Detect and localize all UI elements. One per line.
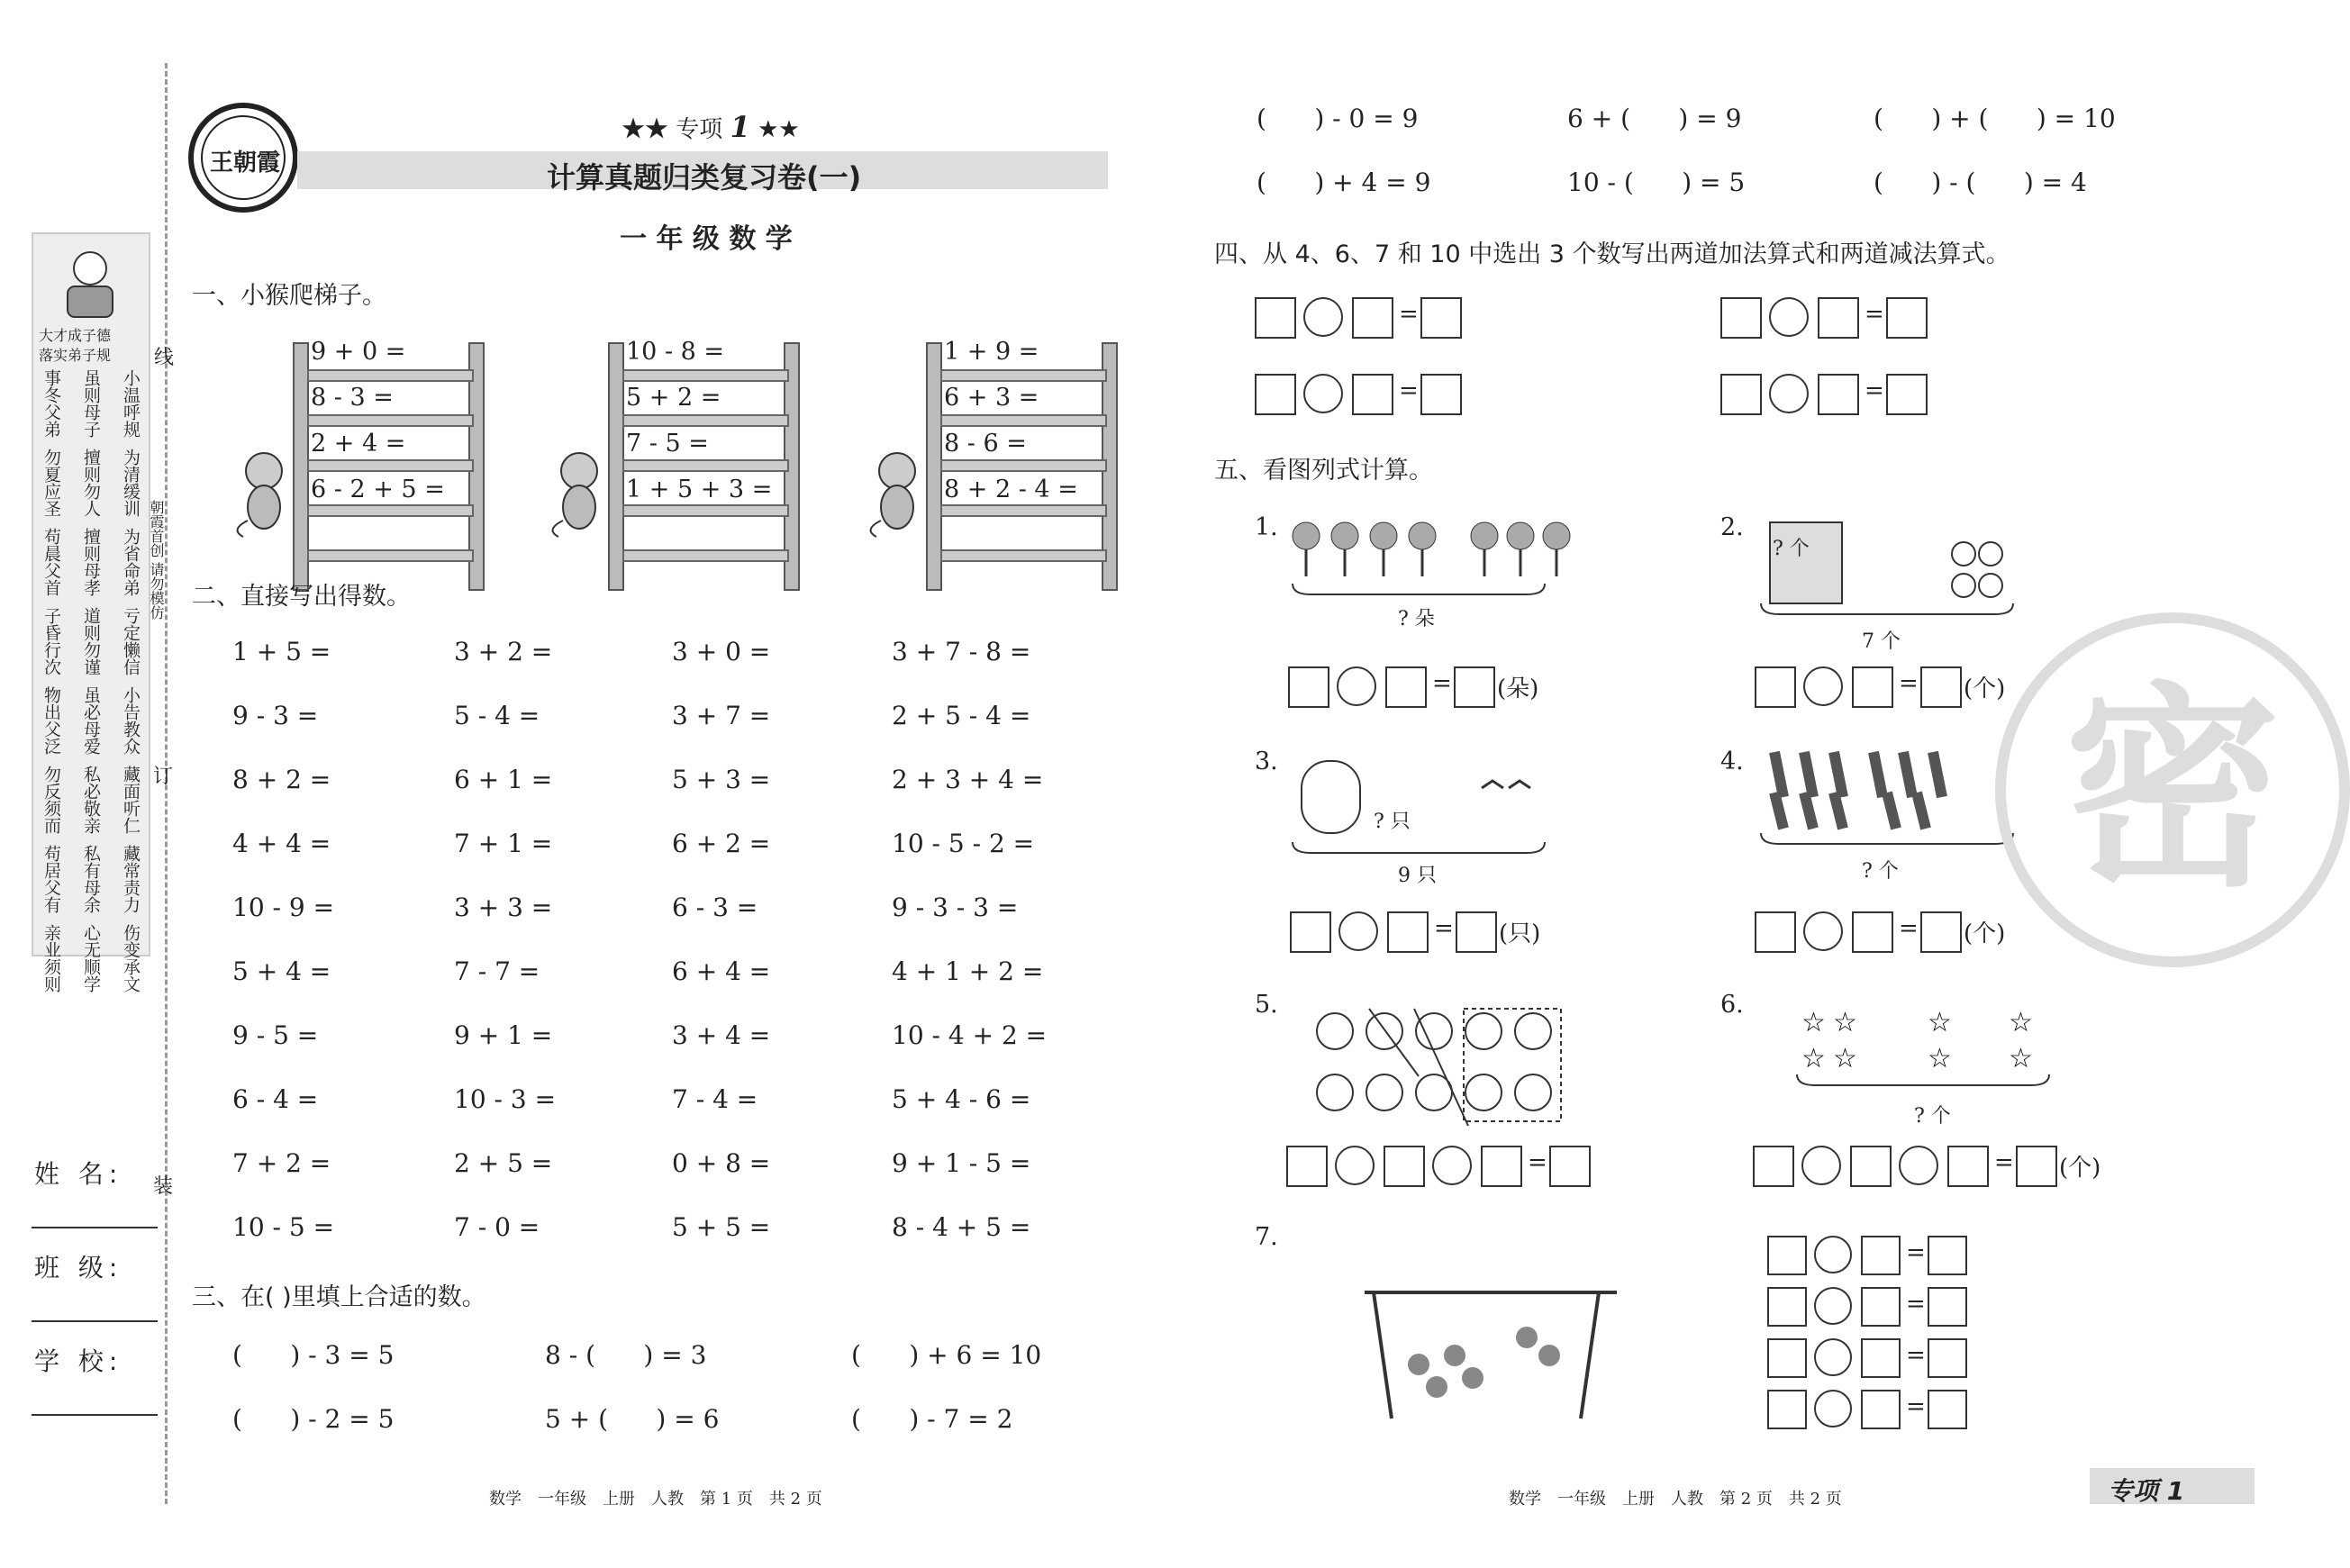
equals-sign: = (1899, 915, 1919, 942)
monkey-icon (545, 449, 608, 539)
motto-column: 勿反须而 (41, 766, 61, 834)
motto-top-2: 落实弟子规 (39, 347, 112, 364)
brand-note: 朝霞首创 请勿模仿 (148, 500, 165, 621)
problem-number: 4. (1720, 748, 1744, 775)
operator-circle[interactable] (1303, 297, 1343, 337)
result-box[interactable] (1420, 374, 1462, 415)
motto-column: 藏面听仁 (121, 766, 141, 834)
answer-box[interactable] (1767, 1236, 1807, 1275)
series-text: 专项 (676, 116, 723, 143)
mental-math-equation: 8 + 2 = (232, 765, 331, 794)
answer-box[interactable] (1755, 911, 1796, 953)
mental-math-equation: 9 - 3 = (232, 701, 319, 730)
motto-group (41, 845, 141, 913)
ladder-equation: 8 - 6 = (944, 430, 1027, 458)
motto-column: 小告教众 (121, 686, 141, 755)
mental-math-equation: 2 + 5 = (454, 1148, 553, 1178)
footer-right: 数学 一年级 上册 人教 第 2 页 共 2 页 (1509, 1490, 1842, 1509)
answer-box[interactable] (1288, 666, 1329, 708)
cut-label-ding: 订 (153, 766, 174, 788)
section5-heading: 五、看图列式计算。 (1214, 457, 1433, 485)
scholar-illustration (51, 243, 129, 321)
motto-group (41, 924, 141, 992)
mental-math-equation: 5 + 5 = (672, 1212, 771, 1242)
ladder-answer-field[interactable] (626, 342, 779, 375)
result-box[interactable] (1928, 1287, 1967, 1327)
problem-illustration (1756, 513, 2027, 625)
result-box[interactable] (1920, 666, 1962, 708)
ladder-answer-field[interactable] (944, 434, 1097, 467)
svg-text:☆: ☆ (1928, 1043, 1952, 1074)
problem-caption: ? 个 (1862, 860, 1899, 883)
mental-math-equation: 7 + 1 = (454, 829, 553, 858)
problem-illustration (1756, 743, 2027, 855)
motto-group (41, 449, 141, 517)
fill-blank-equation[interactable]: ( ) + 4 = 9 (1257, 168, 1431, 197)
fill-blank-equation[interactable]: ( ) - 0 = 9 (1257, 104, 1419, 133)
unit-label: (个) (1964, 675, 2006, 702)
motto-column: 苟居父有 (41, 845, 61, 913)
mental-math-equation: 5 - 4 = (454, 701, 540, 730)
ladder-equation: 1 + 5 + 3 = (626, 476, 773, 503)
gourd-trellis-illustration (1356, 1265, 1626, 1431)
svg-text:☆: ☆ (1928, 1007, 1952, 1038)
equals-sign: = (1906, 1291, 1926, 1318)
ladder-answer-field[interactable] (944, 342, 1097, 375)
ladder-answer-field[interactable] (311, 434, 464, 467)
motto-column: 亏定懒信 (121, 607, 141, 675)
mental-math-equation: 6 + 4 = (672, 956, 771, 986)
mental-math-equation: 5 + 3 = (672, 765, 771, 794)
school-field[interactable] (32, 1414, 158, 1416)
svg-text:☆: ☆ (1801, 1007, 1826, 1038)
operator-circle[interactable] (1814, 1390, 1852, 1428)
monkey-icon (863, 449, 926, 539)
problem-inner-label: ? 个 (1773, 538, 1810, 560)
secret-watermark: 密 (1995, 612, 2350, 967)
operator-circle[interactable] (1803, 666, 1843, 706)
equals-sign: = (1865, 301, 1884, 328)
motto-column: 虽则母子 (81, 369, 101, 438)
ladder-answer-field[interactable] (626, 480, 779, 512)
mental-math-equation: 4 + 1 + 2 = (892, 956, 1044, 986)
answer-box[interactable] (1286, 1146, 1328, 1187)
mental-math-equation: 0 + 8 = (672, 1148, 771, 1178)
ladder-equation: 6 - 2 + 5 = (311, 476, 445, 503)
ladder-equation: 9 + 0 = (311, 338, 406, 366)
operator-circle[interactable] (1801, 1146, 1841, 1185)
equals-sign: = (1432, 670, 1452, 697)
motto-column: 伤变承文 (121, 924, 141, 992)
ladder-equation: 7 - 5 = (626, 430, 709, 458)
operator-circle[interactable] (1432, 1146, 1472, 1185)
operator-circle[interactable] (1769, 374, 1809, 413)
ladder-rung (940, 549, 1107, 562)
result-box[interactable] (1928, 1236, 1967, 1275)
unit-label: (只) (1499, 920, 1541, 947)
problem-number: 3. (1255, 748, 1278, 775)
motto-column: 为省命弟 (121, 528, 141, 596)
fill-blank-equation[interactable]: 10 - ( ) = 5 (1567, 168, 1746, 197)
result-box[interactable] (1456, 911, 1497, 953)
operator-circle[interactable] (1814, 1287, 1852, 1325)
problem-illustration (1288, 743, 1558, 859)
motto-column: 子昏行次 (41, 607, 61, 675)
operator-circle[interactable] (1814, 1236, 1852, 1273)
operator-circle[interactable] (1338, 911, 1378, 951)
motto-column: 小温呼规 (121, 369, 141, 438)
ladder-equation: 10 - 8 = (626, 338, 725, 366)
ladder-answer-field[interactable] (311, 388, 464, 421)
motto-panel (32, 232, 150, 992)
motto-column: 事冬父弟 (41, 369, 61, 438)
page-subtitle: 一 年 级 数 学 (620, 223, 793, 255)
motto-group (41, 766, 141, 834)
problem-illustration (1792, 1004, 2081, 1098)
mental-math-equation: 6 - 4 = (232, 1084, 319, 1114)
svg-text:☆: ☆ (2009, 1007, 2033, 1038)
mental-math-equation: 3 + 4 = (672, 1020, 771, 1050)
answer-box[interactable] (1352, 374, 1393, 415)
fill-blank-equation[interactable]: 6 + ( ) = 9 (1567, 104, 1742, 133)
school-label: 学 校: (34, 1346, 123, 1376)
mental-math-equation: 3 + 7 - 8 = (892, 637, 1031, 666)
motto-column: 擅则勿人 (81, 449, 101, 517)
ladder-rung (622, 549, 789, 562)
answer-box[interactable] (1861, 1390, 1901, 1429)
result-box[interactable] (1886, 374, 1928, 415)
ladder-answer-field[interactable] (944, 388, 1097, 421)
fill-blank-equation[interactable]: ( ) - 7 = 2 (851, 1404, 1013, 1434)
ladder-answer-field[interactable] (311, 342, 464, 375)
equals-sign: = (1865, 377, 1884, 404)
result-box[interactable] (1928, 1338, 1967, 1378)
equals-sign: = (1906, 1393, 1926, 1420)
svg-text:☆: ☆ (1833, 1007, 1857, 1038)
answer-box[interactable] (1720, 374, 1762, 415)
mental-math-equation: 2 + 5 - 4 = (892, 701, 1031, 730)
equals-sign: = (1399, 301, 1419, 328)
mental-math-equation: 1 + 5 = (232, 637, 331, 666)
answer-box[interactable] (1385, 666, 1427, 708)
class-field[interactable] (32, 1320, 158, 1322)
mental-math-equation: 6 + 1 = (454, 765, 553, 794)
answer-box[interactable] (1384, 1146, 1425, 1187)
svg-text:☆: ☆ (2009, 1043, 2033, 1074)
equals-sign: = (1399, 377, 1419, 404)
fill-blank-equation[interactable]: ( ) + ( ) = 10 (1874, 104, 2116, 133)
result-box[interactable] (1928, 1390, 1967, 1429)
mental-math-equation: 10 - 5 = (232, 1212, 335, 1242)
equals-sign: = (1906, 1342, 1926, 1369)
equals-sign: = (1906, 1239, 1926, 1266)
mental-math-equation: 3 + 7 = (672, 701, 771, 730)
motto-column: 擅则母孝 (81, 528, 101, 596)
mental-math-equation: 10 - 3 = (454, 1084, 557, 1114)
equals-sign: = (1899, 670, 1919, 697)
mental-math-equation: 3 + 2 = (454, 637, 553, 666)
answer-box[interactable] (1861, 1236, 1901, 1275)
cut-label-xian: 线 (154, 347, 175, 369)
mental-math-equation: 8 - 4 + 5 = (892, 1212, 1031, 1242)
svg-text:☆: ☆ (1801, 1043, 1826, 1074)
answer-box[interactable] (1720, 297, 1762, 339)
motto-column: 私有母余 (81, 845, 101, 913)
fill-blank-equation[interactable]: ( ) + 6 = 10 (851, 1340, 1042, 1370)
operator-circle[interactable] (1303, 374, 1343, 413)
operator-circle[interactable] (1335, 1146, 1375, 1185)
star-icon: ★★ (758, 116, 800, 143)
answer-box[interactable] (1753, 1146, 1794, 1187)
motto-column: 虽必母爱 (81, 686, 101, 755)
problem-inner-label: ? 只 (1374, 811, 1411, 833)
section1-heading: 一、小猴爬梯子。 (192, 282, 386, 310)
mental-math-equation: 9 + 1 = (454, 1020, 553, 1050)
motto-column: 藏常责力 (121, 845, 141, 913)
operator-circle[interactable] (1337, 666, 1376, 706)
answer-box[interactable] (1861, 1338, 1901, 1378)
series-label (622, 110, 800, 144)
ladder-answer-field[interactable] (626, 434, 779, 467)
mental-math-equation: 2 + 3 + 4 = (892, 765, 1044, 794)
series-number: 1 (730, 110, 750, 144)
answer-box[interactable] (1255, 374, 1296, 415)
logo (185, 99, 302, 216)
operator-circle[interactable] (1814, 1338, 1852, 1376)
ladder-answer-field[interactable] (944, 480, 1097, 512)
mental-math-equation: 7 + 2 = (232, 1148, 331, 1178)
footer-left: 数学 一年级 上册 人教 第 1 页 共 2 页 (489, 1490, 822, 1509)
motto-column: 苟晨父首 (41, 528, 61, 596)
ladder-equation: 6 + 3 = (944, 384, 1039, 412)
mental-math-equation: 4 + 4 = (232, 829, 331, 858)
ladder-equation: 5 + 2 = (626, 384, 721, 412)
logo-text: 王朝霞 (210, 150, 281, 177)
problem-number: 6. (1720, 991, 1744, 1019)
mental-math-equation: 3 + 3 = (454, 893, 553, 922)
unit-label: (朵) (1497, 675, 1539, 702)
answer-box[interactable] (1767, 1338, 1807, 1378)
motto-column: 亲业须则 (41, 924, 61, 992)
motto-group (41, 528, 141, 596)
mental-math-equation: 9 + 1 - 5 = (892, 1148, 1031, 1178)
equals-sign: = (1528, 1149, 1547, 1176)
answer-box[interactable] (1850, 1146, 1892, 1187)
ladder-answer-field[interactable] (311, 480, 464, 512)
problem-caption: ? 朵 (1398, 608, 1435, 630)
answer-box[interactable] (1818, 374, 1859, 415)
ladder-equation: 8 + 2 - 4 = (944, 476, 1078, 503)
answer-box[interactable] (1767, 1390, 1807, 1429)
monkey-icon (230, 449, 293, 539)
answer-box[interactable] (1387, 911, 1429, 953)
footer-tag: 专项 1 (2108, 1476, 2185, 1506)
result-box[interactable] (1886, 297, 1928, 339)
operator-circle[interactable] (1899, 1146, 1938, 1185)
problem-number: 7. (1255, 1223, 1278, 1251)
problem-caption: 9 只 (1398, 865, 1437, 887)
equals-sign: = (1994, 1149, 2014, 1176)
section4-heading: 四、从 4、6、7 和 10 中选出 3 个数写出两道加法算式和两道减法算式。 (1214, 240, 2010, 268)
answer-box[interactable] (1755, 666, 1796, 708)
motto-group (41, 686, 141, 755)
motto-group (41, 607, 141, 675)
svg-text:☆: ☆ (1833, 1043, 1857, 1074)
answer-box[interactable] (1861, 1287, 1901, 1327)
equals-sign: = (1434, 915, 1454, 942)
cut-label-zhuang: 装 (153, 1175, 174, 1198)
result-box[interactable] (1920, 911, 1962, 953)
motto-column: 物出父泛 (41, 686, 61, 755)
problem-number: 1. (1255, 513, 1278, 541)
result-box[interactable] (2016, 1146, 2057, 1187)
ladder-answer-field[interactable] (626, 388, 779, 421)
answer-box[interactable] (1481, 1146, 1522, 1187)
fill-blank-equation[interactable]: 5 + ( ) = 6 (545, 1404, 720, 1434)
problem-illustration (1315, 1009, 1567, 1129)
name-label: 姓 名: (34, 1159, 123, 1189)
motto-top-1: 大才成子德 (39, 327, 112, 344)
name-field[interactable] (32, 1227, 158, 1228)
mental-math-equation: 9 - 5 = (232, 1020, 319, 1050)
result-box[interactable] (1420, 297, 1462, 339)
ladder-equation: 2 + 4 = (311, 430, 406, 458)
motto-column: 私必敬亲 (81, 766, 101, 834)
ladder-equation: 1 + 9 = (944, 338, 1039, 366)
motto-column: 为清缓训 (121, 449, 141, 517)
fill-blank-equation[interactable]: ( ) - ( ) = 4 (1874, 168, 2087, 197)
ladder-equation: 8 - 3 = (311, 384, 394, 412)
class-label: 班 级: (34, 1253, 123, 1282)
operator-circle[interactable] (1803, 911, 1843, 951)
answer-box[interactable] (1255, 297, 1296, 339)
unit-label: (个) (2059, 1155, 2101, 1182)
operator-circle[interactable] (1769, 297, 1809, 337)
motto-column: 道则勿谨 (81, 607, 101, 675)
page-title: 计算真题归类复习卷(一) (547, 160, 862, 195)
problem-caption: ? 个 (1914, 1105, 1951, 1128)
problem-caption: 7 个 (1862, 630, 1901, 653)
mental-math-equation: 3 + 0 = (672, 637, 771, 666)
problem-number: 2. (1720, 513, 1744, 541)
result-box[interactable] (1549, 1146, 1591, 1187)
unit-label: (个) (1964, 920, 2006, 947)
answer-box[interactable] (1290, 911, 1331, 953)
star-icon: ★★ (622, 116, 669, 143)
fill-blank-equation[interactable]: 8 - ( ) = 3 (545, 1340, 707, 1370)
ladder-rung (307, 549, 474, 562)
result-box[interactable] (1454, 666, 1495, 708)
problem-illustration (1288, 513, 1558, 603)
mental-math-equation: 9 - 3 - 3 = (892, 893, 1019, 922)
mental-math-equation: 10 - 5 - 2 = (892, 829, 1035, 858)
problem-number: 5. (1255, 991, 1278, 1019)
mental-math-equation: 7 - 0 = (454, 1212, 540, 1242)
mental-math-equation: 10 - 9 = (232, 893, 335, 922)
motto-columns (41, 369, 141, 1003)
answer-box[interactable] (1818, 297, 1859, 339)
motto-column: 心无顺学 (81, 924, 101, 992)
mental-math-equation: 5 + 4 = (232, 956, 331, 986)
motto-group (41, 369, 141, 438)
answer-box[interactable] (1352, 297, 1393, 339)
mental-math-equation: 7 - 7 = (454, 956, 540, 986)
motto-column: 勿夏应圣 (41, 449, 61, 517)
section3-heading: 三、在( )里填上合适的数。 (192, 1283, 486, 1311)
mental-math-equation: 6 + 2 = (672, 829, 771, 858)
mental-math-equation: 6 - 3 = (672, 893, 758, 922)
answer-box[interactable] (1767, 1287, 1807, 1327)
fill-blank-equation[interactable]: ( ) - 3 = 5 (232, 1340, 395, 1370)
answer-box[interactable] (1852, 911, 1893, 953)
answer-box[interactable] (1852, 666, 1893, 708)
section2-heading: 二、直接写出得数。 (192, 583, 411, 611)
mental-math-equation: 7 - 4 = (672, 1084, 758, 1114)
fill-blank-equation[interactable]: ( ) - 2 = 5 (232, 1404, 395, 1434)
mental-math-equation: 5 + 4 - 6 = (892, 1084, 1031, 1114)
answer-box[interactable] (1947, 1146, 1989, 1187)
mental-math-equation: 10 - 4 + 2 = (892, 1020, 1048, 1050)
